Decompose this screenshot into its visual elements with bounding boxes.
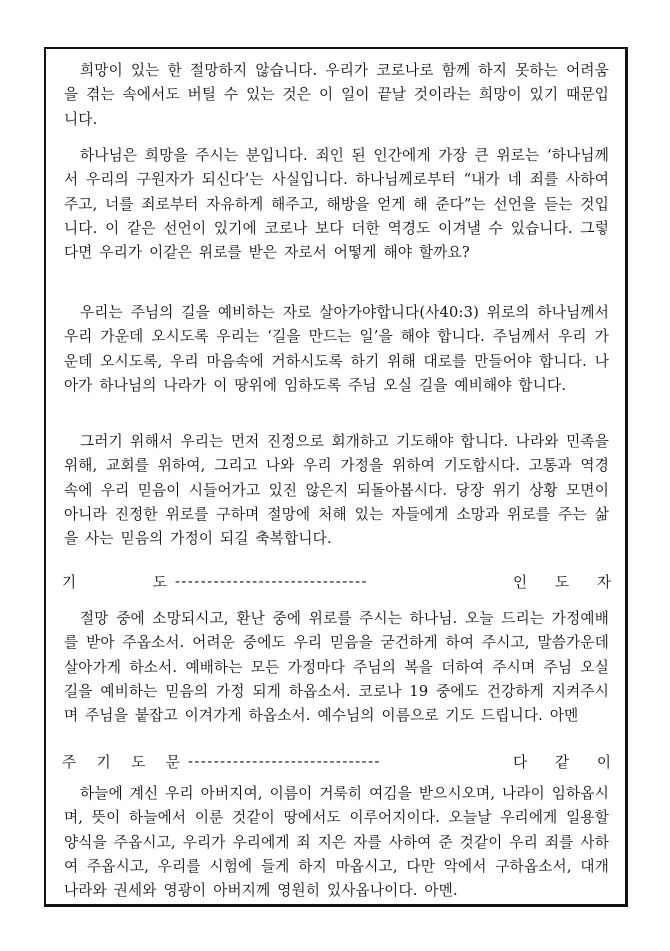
- prayer-leader: 인 도 자: [513, 573, 611, 591]
- lords-prayer-title: 주 기 도 문: [62, 753, 180, 771]
- prayer-title: 기 도: [62, 573, 167, 591]
- lords-prayer-heading: [62, 749, 611, 773]
- paragraph-hope: 희망이 있는 한 절망하지 않습니다. 우리가 코로나로 함께 하지 못하는 어려움을 겪는 속에서도 버틸 수 있는 것은 이 일이 끝날 것이라는 희망이 있기 때문입니다.: [64, 62, 609, 128]
- lords-prayer-leader: 다 같 이: [513, 753, 611, 771]
- lords-prayer-text: 하늘에 계신 우리 아버지여, 이름이 거룩히 여김을 받으시오며, 나라이 임하옵시며, 뜻이 하늘에서 이룬 것같이 땅에서도 이루어지이다. 오늘날 우리에게 일용할 양식을 주옵시고, 우리가 우리에게 죄 지은 자를 사하여 준 것같이 우리 죄를 사하여 주옵시고, 우리를 시험에 들게 하지 마옵시고, 다만 악에서 구하옵소서, 대개 나라와 권세와 영광이 아버지께 영원히 있사옵나이다. 아멘.: [64, 785, 609, 900]
- document-frame: [44, 47, 628, 907]
- paragraph-prepare-way: 우리는 주님의 길을 예비하는 자로 살아가야합니다(사40:3) 위로의 하나님께서 우리 가운데 오시도록 우리는 ‘길을 만드는 일’을 해야 합니다. 주님께서 우리 가운데 오시도록, 우리 마음속에 거하시도록 하기 위해 대로를 만들어야 합니다. 나아가 하나님의 나라가 이 땅위에 임하도록 주님 오실 길을 예비해야 합니다.: [64, 304, 609, 394]
- paragraph-comfort: 하나님은 희망을 주시는 분입니다. 죄인 된 인간에게 가장 큰 위로는 ‘하나님께서 우리의 구원자가 되신다’는 사실입니다. 하나님께로부터 “내가 네 죄를 사하여 주고, 너를 죄로부터 자유하게 해주고, 해방을 얻게 해 준다”는 선언을 듣는 것입니다. 이 같은 선언이 있기에 코로나 보다 더한 역경도 이겨낼 수 있습니다. 그렇다면 우리가 이같은 위로를 받은 자로서 어떻게 해야 할까요?: [64, 147, 609, 262]
- prayer-heading: [62, 569, 611, 593]
- prayer-text: 절망 중에 소망되시고, 환난 중에 위로를 주시는 하나님. 오늘 드리는 가정예배를 받아 주옵소서. 어려운 중에도 우리 믿음을 굳건하게 하여 주시고, 말씀가운데 살아가게 하소서. 예배하는 모든 가정마다 주님의 복을 더하여 주시며 주님 오실 길을 예비하는 믿음의 가정 되게 하옵소서. 코로나 19 중에도 건강하게 지켜주시며 주님을 붙잡고 이겨가게 하옵소서. 예수님의 이름으로 기도 드립니다. 아멘: [64, 610, 609, 725]
- leader-dashes: ------------------------------: [175, 572, 368, 590]
- leader-dashes: ------------------------------: [188, 752, 381, 770]
- paragraph-repentance: 그러기 위해서 우리는 먼저 진정으로 회개하고 기도해야 합니다. 나라와 민족을 위해, 교회를 위하여, 그리고 나와 우리 가정을 위하여 기도합시다. 고통과 역경 속에 우리 믿음이 시들어가고 있진 않은지 되돌아봅시다. 당장 위기 상황 모면이 아니라 진정한 위로를 구하며 절망에 처해 있는 자들에게 소망과 위로를 주는 삶을 사는 믿음의 가정이 되길 축복합니다.: [64, 433, 609, 548]
